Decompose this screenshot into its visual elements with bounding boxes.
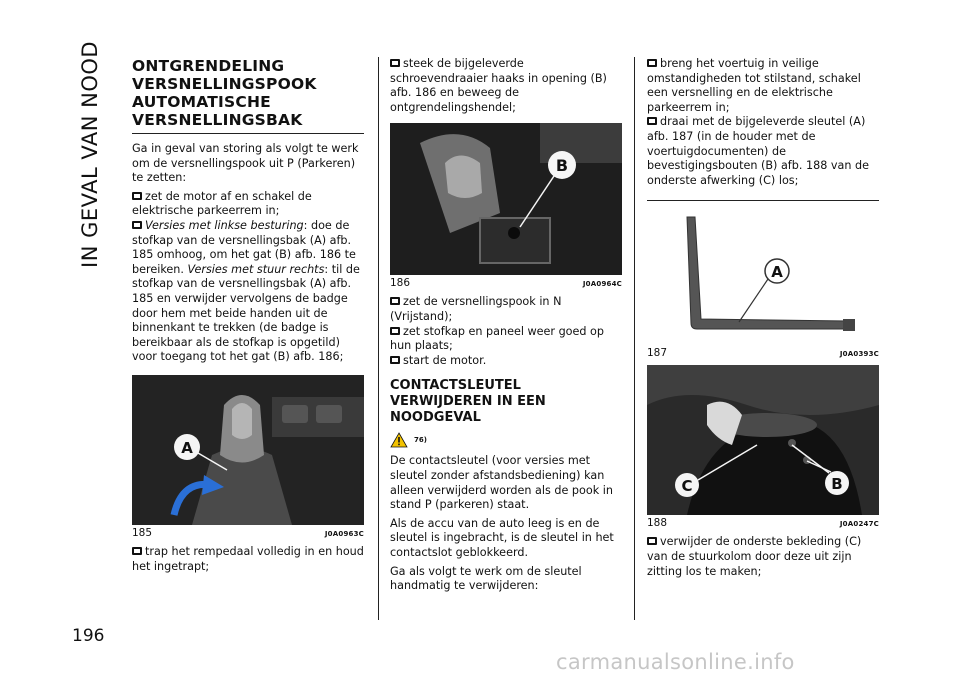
bullet-icon bbox=[390, 327, 400, 335]
figure-number: 187 bbox=[647, 347, 668, 360]
figure-rule bbox=[647, 200, 879, 201]
body-paragraph: Als de accu van de auto leeg is en de sleutel is ingebracht, is de sleutel in het contactslot geblokkeerd. bbox=[390, 516, 614, 559]
callout-label: B bbox=[555, 156, 569, 176]
callout-label: B bbox=[831, 475, 843, 494]
section-heading: ONTGRENDELING VERSNELLINGSPOOK AUTOMATISCHE VERSNELLINGSBAK bbox=[132, 57, 364, 134]
emphasis-text: Versies met stuur rechts bbox=[187, 262, 325, 276]
callout-label: A bbox=[771, 263, 783, 282]
figure-caption bbox=[132, 527, 364, 539]
figure-number: 185 bbox=[132, 526, 153, 539]
column-divider bbox=[634, 57, 635, 620]
body-paragraph: De contactsleutel (voor versies met sleutel zonder afstandsbediening) kan alleen verwijderd worden als de pook in stand P (parkeren) staat. bbox=[390, 454, 613, 512]
steering-column-illustration bbox=[647, 365, 879, 515]
step-item bbox=[132, 190, 364, 219]
step-item bbox=[390, 295, 622, 324]
figure-188-steering-column bbox=[647, 365, 879, 515]
page-number: 196 bbox=[72, 626, 105, 646]
callout-label: A bbox=[181, 438, 193, 457]
column-1 bbox=[132, 57, 364, 574]
step-item bbox=[390, 354, 622, 369]
bullet-icon bbox=[132, 547, 142, 555]
figure-187-key bbox=[647, 209, 879, 345]
figure-code: J0A0393C bbox=[839, 350, 879, 359]
warning-reference bbox=[390, 432, 622, 448]
figure-code: J0A0964C bbox=[582, 280, 622, 289]
figure-186-release-hole bbox=[390, 123, 622, 275]
intro-paragraph: Ga in geval van storing als volgt te werk om de versnellingspook uit P (Parkeren) te zetten: bbox=[132, 142, 359, 185]
step-item bbox=[647, 535, 879, 579]
column-3 bbox=[647, 57, 879, 579]
step-item bbox=[390, 325, 622, 354]
step-text: : til de stofkap van de versnellingsbak (A) afb. 185 en verwijder vervolgens de badge door hem met beide handen uit de binnenkant te trekken (de badge is bereikbaar als de stofkap is opgetild) voor toegang tot het gat (B) afb. 186; bbox=[132, 262, 360, 364]
release-hole-illustration bbox=[390, 123, 622, 275]
figure-185-gear-lever bbox=[132, 375, 364, 525]
step-text: zet de versnellingspook in N (Vrijstand); bbox=[390, 295, 562, 323]
step-item bbox=[132, 545, 364, 574]
watermark: carmanualsonline.info bbox=[556, 650, 795, 674]
step-text: verwijder de onderste bekleding (C) van de stuurkolom door deze uit zijn zitting los te maken; bbox=[647, 535, 862, 578]
figure-number: 186 bbox=[390, 277, 411, 290]
emphasis-text: Versies met linkse besturing bbox=[145, 218, 304, 232]
bullet-icon bbox=[132, 192, 142, 200]
step-text: trap het rempedaal volledig in en houd het ingetrapt; bbox=[132, 544, 364, 573]
figure-caption bbox=[390, 277, 622, 289]
step-text: steek de bijgeleverde schroevendraaier haaks in opening (B) afb. 186 en beweeg de ontgrendelingshendel; bbox=[390, 57, 607, 114]
step-text: breng het voertuig in veilige omstandigheden tot stilstand, schakel een versnelling en de elektrische parkeerrem in; bbox=[647, 57, 861, 114]
gear-lever-illustration bbox=[132, 375, 364, 525]
bullet-icon bbox=[647, 59, 657, 67]
bullet-icon bbox=[390, 297, 400, 305]
figure-number: 188 bbox=[647, 517, 668, 530]
bullet-icon bbox=[132, 221, 142, 229]
column-2 bbox=[390, 57, 622, 598]
step-item bbox=[132, 219, 364, 365]
step-text: zet stofkap en paneel weer goed op hun plaats; bbox=[390, 324, 605, 353]
figure-code: J0A0247C bbox=[839, 520, 879, 529]
step-text: draai met de bijgeleverde sleutel (A) afb. 187 (in de houder met de voertuigdocumenten) de bevestigingsbouten (B) afb. 188 van de onderste afwerking (C) los; bbox=[647, 115, 869, 187]
key-illustration bbox=[647, 209, 879, 345]
figure-code: J0A0963C bbox=[324, 529, 364, 538]
section-heading: CONTACTSLEUTEL VERWIJDEREN IN EEN NOODGEVAL bbox=[390, 378, 546, 426]
bullet-icon bbox=[647, 117, 657, 125]
column-divider bbox=[378, 57, 379, 620]
step-item bbox=[647, 57, 879, 115]
step-item bbox=[647, 115, 879, 188]
section-side-title: IN GEVAL VAN NOOD bbox=[78, 40, 102, 268]
step-text: start de motor. bbox=[403, 353, 487, 367]
step-item bbox=[390, 57, 622, 115]
step-text: zet de motor af en schakel de elektrische parkeerrem in; bbox=[132, 189, 312, 218]
step-text: : doe de stofkap van de versnellingsbak (A) afb. 185 omhoog, om het gat (B) afb. 186 te bereiken. bbox=[132, 218, 356, 276]
bullet-icon bbox=[390, 356, 400, 364]
figure-caption bbox=[647, 347, 879, 359]
warning-triangle-icon bbox=[390, 432, 408, 448]
bullet-icon bbox=[390, 59, 400, 67]
warning-note-number: 76) bbox=[414, 436, 427, 445]
figure-caption bbox=[647, 517, 879, 529]
body-paragraph: Ga als volgt te werk om de sleutel handmatig te verwijderen: bbox=[390, 564, 582, 593]
callout-label: C bbox=[681, 477, 693, 496]
bullet-icon bbox=[647, 537, 657, 545]
